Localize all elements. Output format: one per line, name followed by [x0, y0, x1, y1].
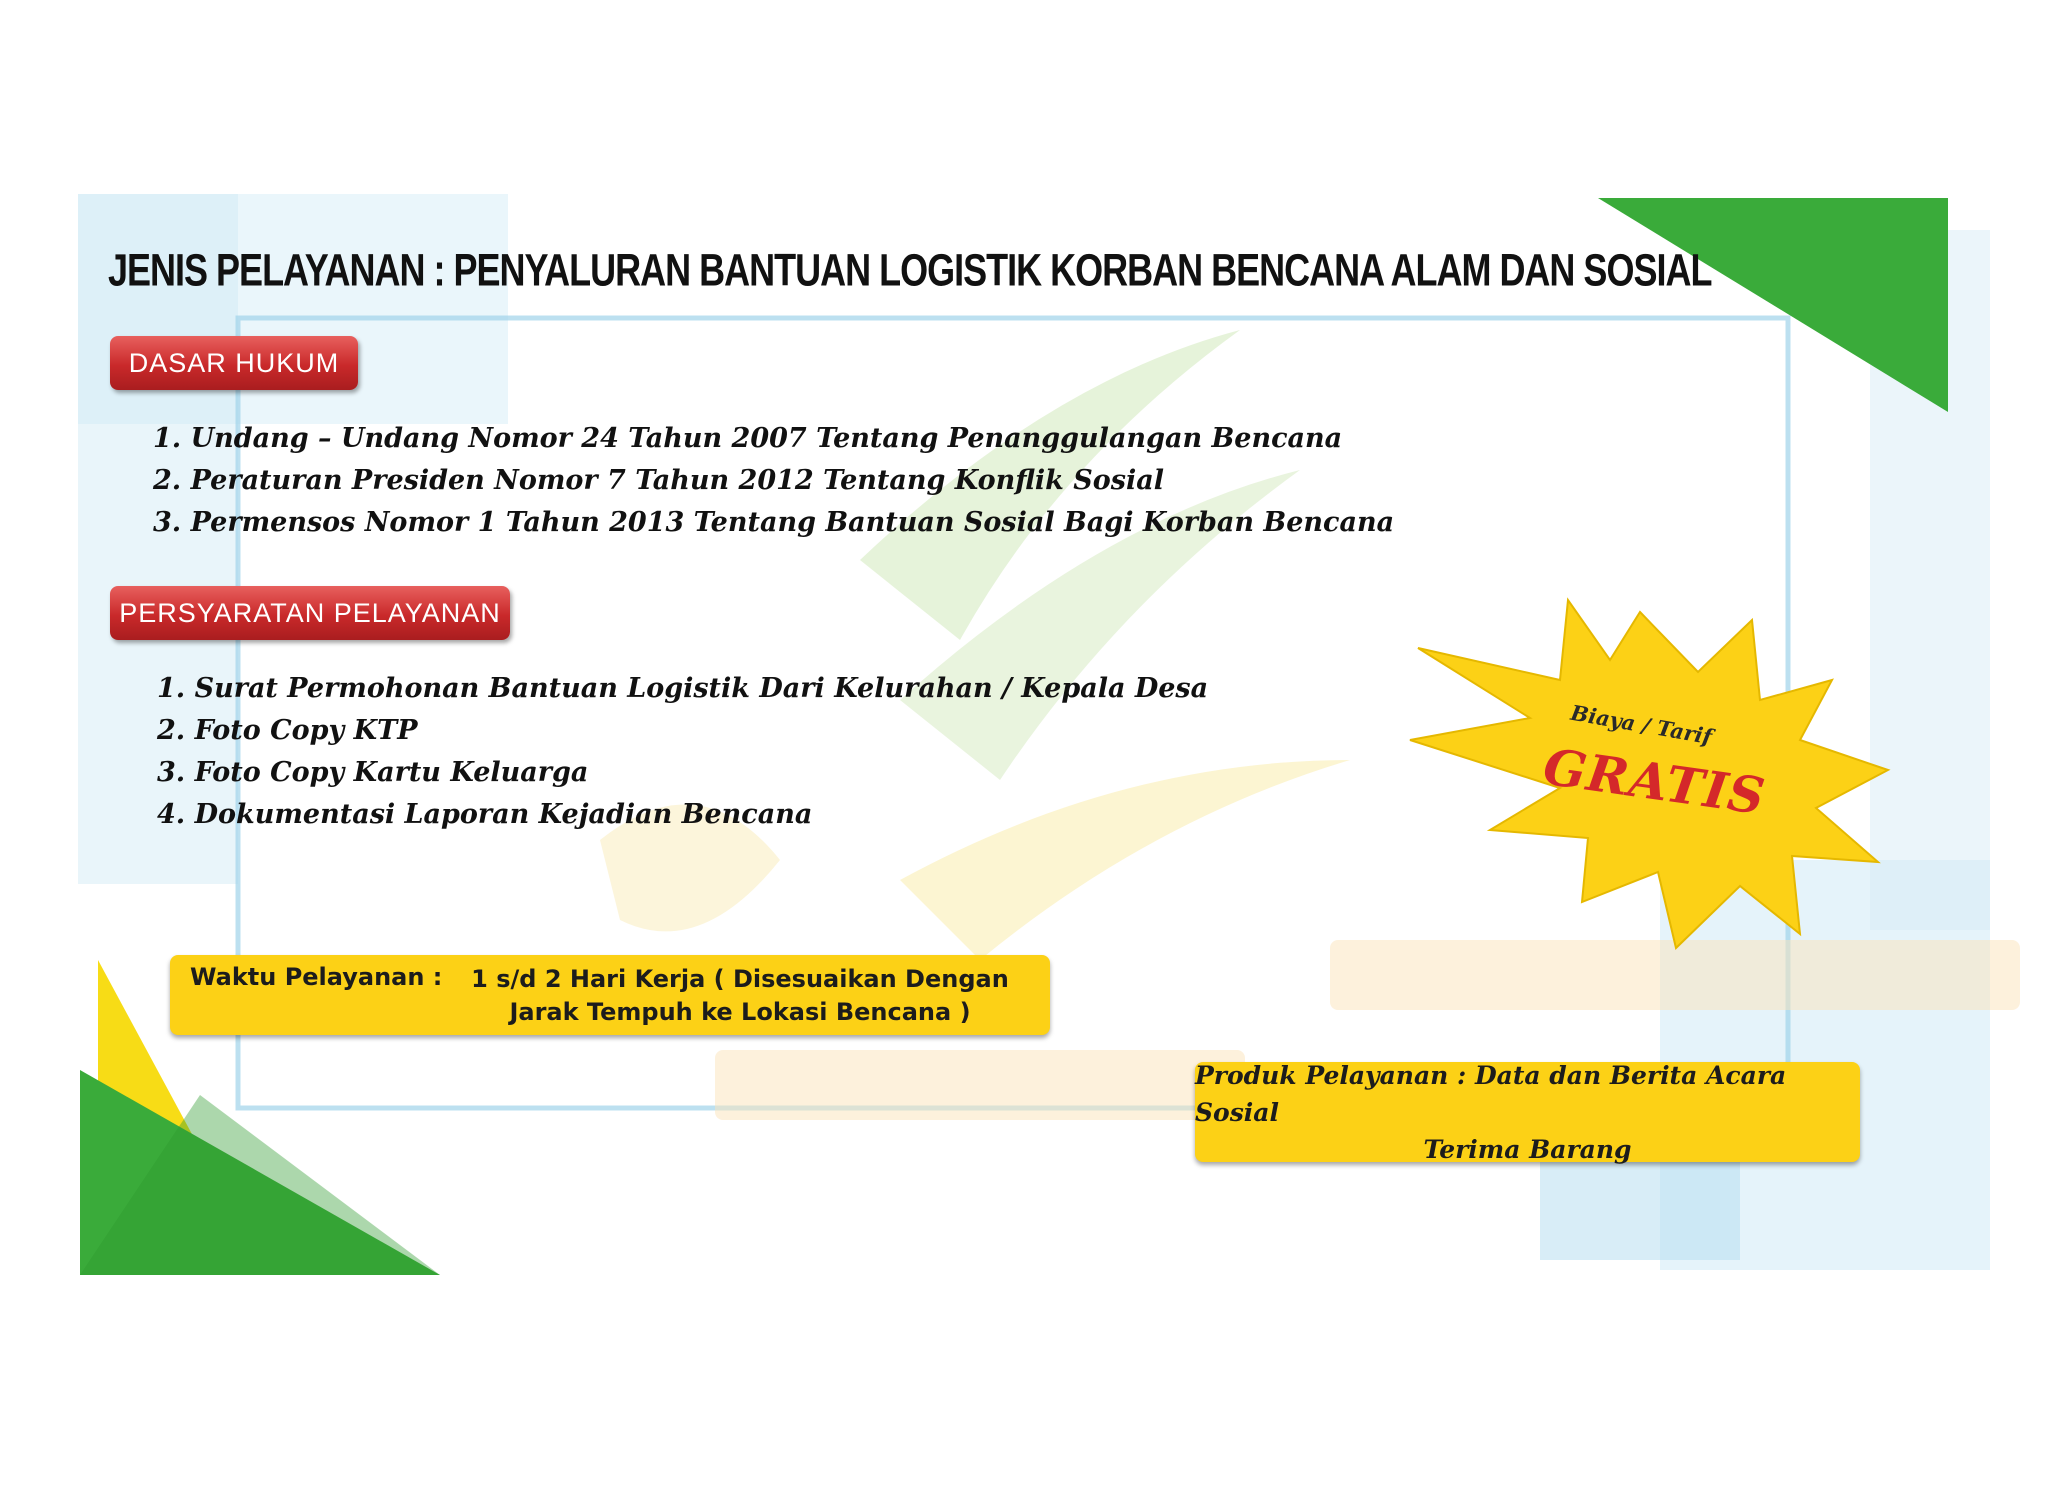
biaya-value: GRATIS	[1539, 736, 1770, 827]
biaya-label: Biaya / Tarif	[1568, 699, 1714, 750]
dasar-hukum-badge: DASAR HUKUM	[110, 336, 358, 390]
page-title: JENIS PELAYANAN : PENYALURAN BANTUAN LOGISTIK KORBAN BENCANA ALAM DAN SOSIAL	[108, 244, 1712, 296]
waktu-pelayanan-box	[170, 955, 1050, 1035]
list-item: 4. Dokumentasi Laporan Kejadian Bencana	[157, 799, 813, 830]
list-item: 1. Undang – Undang Nomor 24 Tahun 2007 Tentang Penanggulangan Bencana	[153, 423, 1343, 454]
list-item: 3. Foto Copy Kartu Keluarga	[157, 757, 589, 788]
produk-line-2: Terima Barang	[1423, 1134, 1632, 1164]
list-item: 2. Peraturan Presiden Nomor 7 Tahun 2012 Tentang Konflik Sosial	[153, 465, 1164, 496]
persyaratan-list	[157, 668, 1208, 836]
produk-line-1: Produk Pelayanan : Data dan Berita Acara Sosial	[1195, 1060, 1787, 1127]
produk-pelayanan-box	[1195, 1062, 1860, 1162]
list-item: 2. Foto Copy KTP	[157, 715, 418, 746]
list-item: 3. Permensos Nomor 1 Tahun 2013 Tentang Bantuan Sosial Bagi Korban Bencana	[153, 507, 1395, 538]
dasar-hukum-list	[153, 418, 1394, 544]
waktu-label: Waktu Pelayanan :	[190, 963, 443, 991]
list-item: 1. Surat Permohonan Bantuan Logistik Dari Kelurahan / Kepala Desa	[157, 673, 1209, 704]
waktu-value: 1 s/d 2 Hari Kerja ( Disesuaikan Dengan Jarak Tempuh ke Lokasi Bencana )	[471, 965, 1009, 1026]
persyaratan-badge: PERSYARATAN PELAYANAN	[110, 586, 510, 640]
